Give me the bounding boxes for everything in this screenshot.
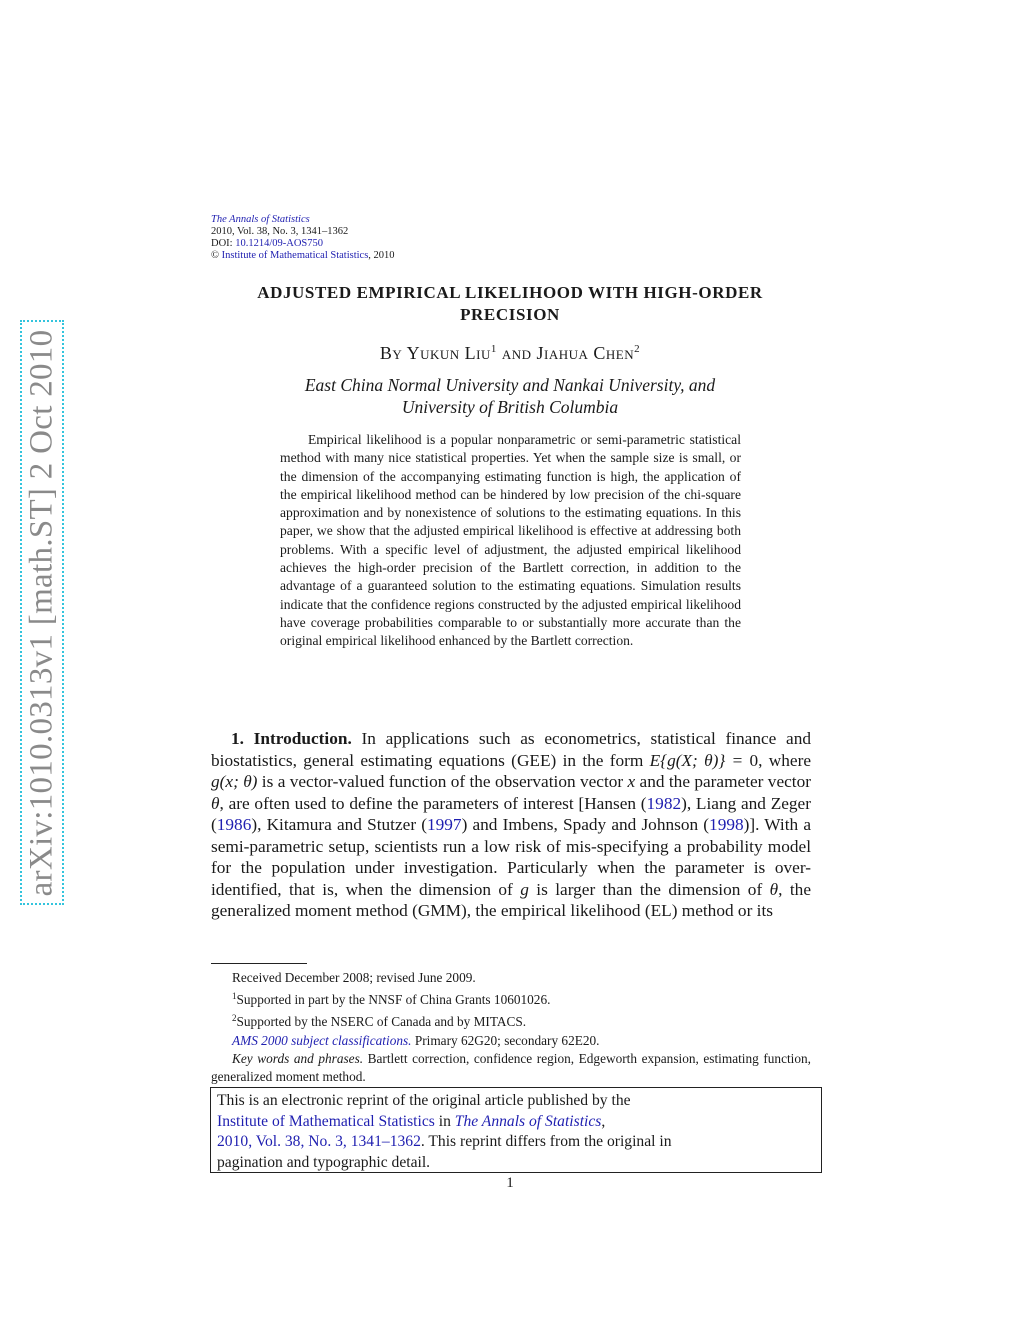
intro-text: , the generalized moment method (GMM), the empirical likelihood (EL) method or its xyxy=(211,879,811,920)
reprint-comma: , xyxy=(601,1112,606,1130)
citation-link[interactable]: 1986 xyxy=(216,815,252,834)
intro-text: 0, where xyxy=(743,750,811,770)
reprint-journal-link[interactable]: The Annals of Statistics xyxy=(454,1112,602,1130)
author-line xyxy=(210,343,810,364)
math-expression: g xyxy=(520,879,529,899)
affiliation-line-2: University of British Columbia xyxy=(401,397,619,417)
footnote-2-mark: 2 xyxy=(232,1013,237,1024)
keywords-label: Key words and phrases. xyxy=(232,1050,364,1066)
intro-text: ), Kitamura and Stutzer ( xyxy=(251,815,427,834)
journal-name-link[interactable]: The Annals of Statistics xyxy=(211,214,310,225)
copyright-year: , 2010 xyxy=(368,250,395,261)
section-heading: 1. Introduction. xyxy=(231,729,352,748)
by-label: By xyxy=(379,343,407,363)
citation-link[interactable]: 1997 xyxy=(427,815,462,834)
ams-classification xyxy=(211,1032,811,1050)
copyright-icon: © xyxy=(211,250,219,261)
arxiv-identifier-text: arXiv:1010.0313v1 [math.ST] 2 Oct 2010 xyxy=(23,329,60,896)
arxiv-identifier-stamp xyxy=(20,320,64,905)
reprint-publisher-link[interactable]: Institute of Mathematical Statistics xyxy=(217,1112,435,1130)
reprint-notice-box xyxy=(210,1087,822,1173)
reprint-line-4: pagination and typographic detail. xyxy=(217,1153,431,1171)
footnote-1-text: Supported in part by the NNSF of China Grants 10601026. xyxy=(236,992,551,1008)
math-expression: g(x; θ) xyxy=(211,772,258,791)
intro-text: ) and Imbens, Spady and Johnson ( xyxy=(461,815,710,834)
footnote-divider xyxy=(211,963,307,964)
paper-title xyxy=(210,282,810,326)
ams-classification-link[interactable]: AMS 2000 subject classifications. xyxy=(232,1032,412,1048)
affiliations xyxy=(210,374,810,418)
footnote-2 xyxy=(211,1009,811,1031)
math-expression: E{g(X; θ)} = xyxy=(649,750,744,770)
reprint-rest: . This reprint differs from the original in xyxy=(420,1133,672,1150)
reprint-in: in xyxy=(434,1112,455,1130)
footnote-2-text: Supported by the NSERC of Canada and by MITACS. xyxy=(236,1014,527,1030)
title-line-1: ADJUSTED EMPIRICAL LIKELIHOOD WITH HIGH-ORDER xyxy=(257,283,763,302)
author-1-footnote-mark: 1 xyxy=(490,343,497,355)
footnote-1-mark: 1 xyxy=(232,991,237,1002)
doi-label: DOI: xyxy=(211,238,236,249)
title-line-2: PRECISION xyxy=(460,305,560,324)
doi-link[interactable]: 10.1214/09-AOS750 xyxy=(235,238,324,249)
reprint-volume-link[interactable]: 2010, Vol. 38, No. 3, 1341–1362 xyxy=(217,1133,421,1150)
author-2: Jiahua Chen xyxy=(536,343,635,363)
citation-link[interactable]: 1998 xyxy=(709,815,744,834)
publisher-link[interactable]: Institute of Mathematical Statistics xyxy=(221,250,369,261)
and-label: and xyxy=(496,343,537,363)
keywords-text: Bartlett correction, confidence region, Edgeworth expansion, estimating function, generalized moment method. xyxy=(211,1050,811,1085)
footnote-1 xyxy=(211,987,811,1009)
intro-text: , are often used to define the parameters of interest [Hansen ( xyxy=(219,793,647,813)
page-number: 1 xyxy=(506,1175,514,1191)
intro-text: ), Liang and Zeger ( xyxy=(211,793,811,834)
ams-classification-text: Primary 62G20; secondary 62E20. xyxy=(411,1032,600,1048)
intro-text: )]. With a semi-parametric setup, scientists run a low risk of mis-specifying a probability model for the population under investigation. Particularly when the parameter is over-identified, that is, when the dimension of xyxy=(211,815,811,899)
intro-text: is a vector-valued function of the observation vector xyxy=(257,772,628,791)
keywords xyxy=(211,1050,811,1086)
journal-header xyxy=(211,214,395,262)
intro-text: and the parameter vector xyxy=(635,772,811,791)
reprint-line-1: This is an electronic reprint of the original article published by the xyxy=(217,1092,631,1109)
math-expression: θ xyxy=(211,793,220,813)
math-expression: θ xyxy=(769,879,779,899)
intro-text: is larger than the dimension of xyxy=(528,879,770,899)
journal-volume-line: 2010, Vol. 38, No. 3, 1341–1362 xyxy=(211,226,349,237)
received-note: Received December 2008; revised June 2009. xyxy=(232,970,476,985)
intro-text: In applications such as econometrics, statistical finance and biostatistics, general estimating equations (GEE) in the form xyxy=(211,729,811,770)
author-2-footnote-mark: 2 xyxy=(634,343,641,355)
math-expression: x xyxy=(627,772,636,791)
citation-link[interactable]: 1982 xyxy=(646,793,682,813)
author-1: Yukun Liu xyxy=(406,343,491,363)
introduction-paragraph xyxy=(211,728,811,922)
abstract: Empirical likelihood is a popular nonparametric or semi-parametric statistical method with many nice statistical properties. Yet when the sample size is small, or the dimension of the accompanying estimating function is high, the application of the empirical likelihood method can be hindered by low precision of the chi-square approximation and by nonexistence of solutions to the estimating equations. In this paper, we show that the adjusted empirical likelihood is effective at addressing both problems. With a specific level of adjustment, the adjusted empirical likelihood achieves the high-order precision of the Bartlett correction, in addition to the advantage of a guaranteed solution to the estimating equations. Simulation results indicate that the confidence regions constructed by the adjusted empirical likelihood have coverage probabilities comparable to or substantially more accurate than the original empirical likelihood enhanced by the Bartlett correction. xyxy=(280,432,741,649)
footnotes xyxy=(211,969,811,1086)
affiliation-line-1: East China Normal University and Nankai University, and xyxy=(304,375,716,395)
